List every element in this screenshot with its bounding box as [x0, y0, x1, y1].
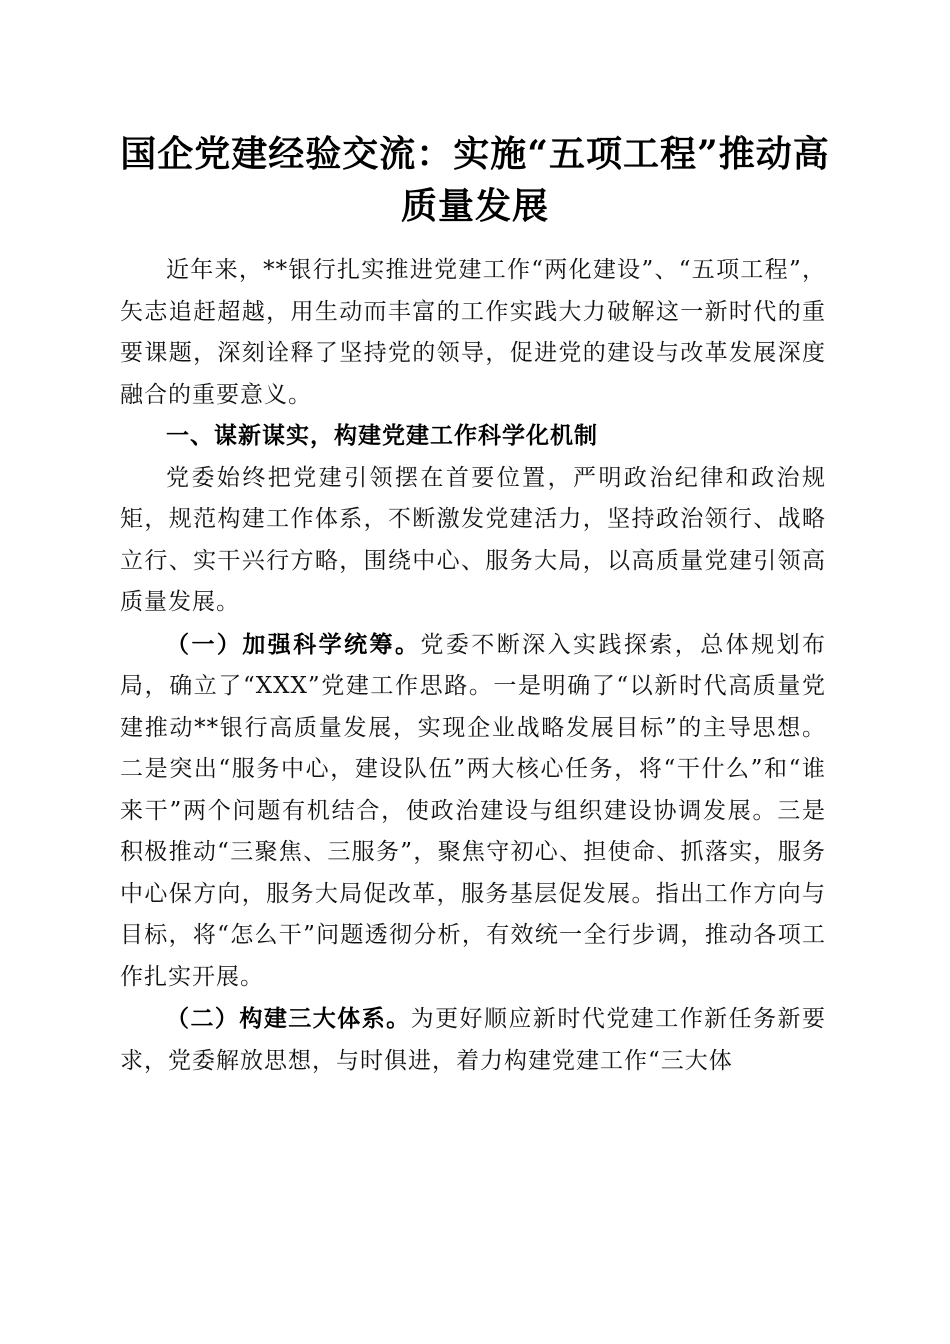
item-paragraph-2 — [120, 998, 826, 1082]
item-text-2: 为更好顺应新时代党建工作新任务新要求，党委解放思想，与时俱进，着力构建党建工作“三大体 — [120, 1006, 827, 1074]
item-lead-1: （一）加强科学统筹。 — [166, 630, 421, 658]
item-lead-2: （二）构建三大体系。 — [166, 1005, 411, 1032]
document-title: 国企党建经验交流：实施“五项工程”推动高质量发展 — [120, 133, 830, 227]
section-heading: 一、谋新谋实，构建党建工作科学化机制 — [166, 423, 598, 449]
section-paragraph: 党委始终把党建引领摆在首要位置，严明政治纪律和政治规矩，规范构建工作体系，不断激发党建活力，坚持政治领行、战略立行、实干兴行方略，围绕中心、服务大局，以高质量党建引领高质量发展。 — [120, 464, 826, 615]
document-body — [120, 250, 826, 1082]
item-text-1: 党委不断深入实践探索，总体规划布局，确立了“XXX”党建工作思路。一是明确了“以新时代高质量党建推动**银行高质量发展，实现企业战略发展目标”的主导思想。二是突出“服务中心，建设队伍”两大核心任务，将“干什么”和“谁来干”两个问题有机结合，使政治建设与组织建设协调发展。三是积极推动“三聚焦、三服务”，聚焦守初心、担使命、抓落实，服务中心保方向，服务大局促改革，服务基层促发展。指出工作方向与目标，将“怎么干”问题透彻分析，有效统一全行步调，推动各项工作扎实开展。 — [120, 631, 827, 990]
intro-paragraph: 近年来，**银行扎实推进党建工作“两化建设”、“五项工程”，矢志追赶超越，用生动而丰富的工作实践大力破解这一新时代的重要课题，深刻诠释了坚持党的领导，促进党的建设与改革发展深度融合的重要意义。 — [120, 257, 826, 408]
item-paragraph-1 — [120, 624, 826, 999]
